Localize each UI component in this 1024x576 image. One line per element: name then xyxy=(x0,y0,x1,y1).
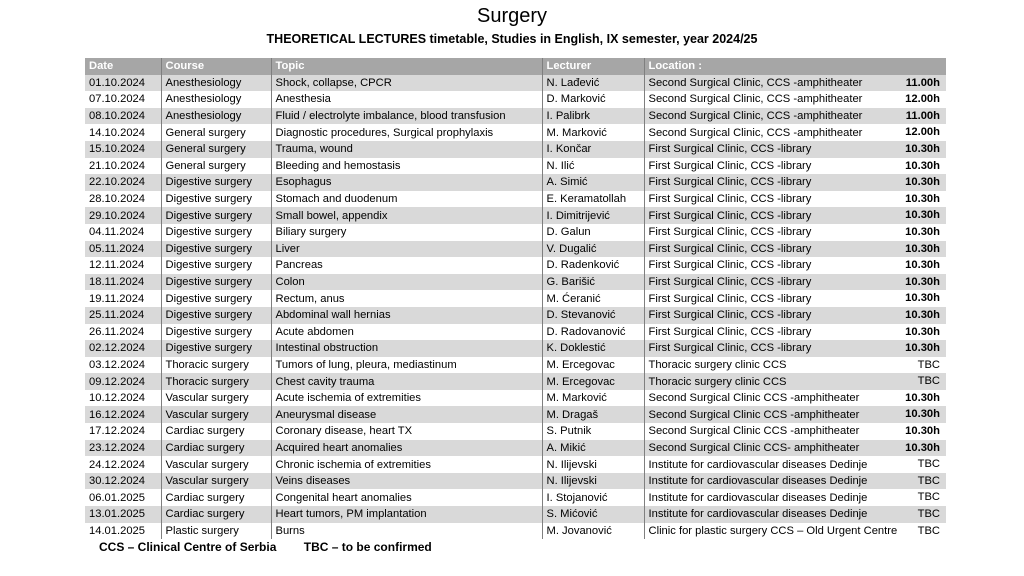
cell-topic: Intestinal obstruction xyxy=(271,340,542,357)
cell-course: Digestive surgery xyxy=(161,174,271,191)
lecture-time: 10.30h xyxy=(905,159,940,172)
location-text: First Surgical Clinic, CCS -library xyxy=(648,176,812,189)
lecture-time: 10.30h xyxy=(905,192,940,205)
cell-date: 10.12.2024 xyxy=(85,390,161,407)
cell-date: 21.10.2024 xyxy=(85,158,161,175)
cell-topic: Trauma, wound xyxy=(271,141,542,158)
cell-course: Digestive surgery xyxy=(161,257,271,274)
table-row xyxy=(85,456,946,473)
cell-lecturer: N. Lađević xyxy=(542,75,644,92)
location-text: First Surgical Clinic, CCS -library xyxy=(648,193,812,206)
cell-lecturer: D. Marković xyxy=(542,91,644,108)
cell-lecturer: D. Galun xyxy=(542,224,644,241)
cell-topic: Diagnostic procedures, Surgical prophylaxis xyxy=(271,124,542,141)
cell-location xyxy=(644,174,946,191)
lecture-time: 10.30h xyxy=(905,176,940,189)
cell-course: Anesthesiology xyxy=(161,75,271,92)
location-text: First Surgical Clinic, CCS -library xyxy=(648,143,812,156)
cell-topic: Acute abdomen xyxy=(271,324,542,341)
lecture-time: TBC xyxy=(917,458,940,471)
cell-topic: Fluid / electrolyte imbalance, blood transfusion xyxy=(271,108,542,125)
cell-lecturer: N. Ilić xyxy=(542,158,644,175)
cell-location xyxy=(644,191,946,208)
table-row xyxy=(85,473,946,490)
table-body xyxy=(85,75,946,540)
location-text: Second Surgical Clinic, CCS -amphitheater xyxy=(648,126,863,139)
table-row xyxy=(85,141,946,158)
cell-date: 19.11.2024 xyxy=(85,290,161,307)
cell-lecturer: S. Mićović xyxy=(542,506,644,523)
cell-topic: Congenital heart anomalies xyxy=(271,489,542,506)
cell-topic: Bleeding and hemostasis xyxy=(271,158,542,175)
lecture-time: TBC xyxy=(917,474,940,487)
lecture-time: TBC xyxy=(917,508,940,521)
cell-topic: Tumors of lung, pleura, mediastinum xyxy=(271,357,542,374)
lecture-time: 10.30h xyxy=(905,325,940,338)
column-header-course: Course xyxy=(161,58,271,75)
cell-date: 18.11.2024 xyxy=(85,274,161,291)
cell-date: 24.12.2024 xyxy=(85,456,161,473)
cell-date: 13.01.2025 xyxy=(85,506,161,523)
cell-location xyxy=(644,124,946,141)
cell-course: Anesthesiology xyxy=(161,108,271,125)
cell-date: 07.10.2024 xyxy=(85,91,161,108)
location-text: First Surgical Clinic, CCS -library xyxy=(648,159,812,172)
cell-location xyxy=(644,390,946,407)
cell-date: 25.11.2024 xyxy=(85,307,161,324)
cell-course: Digestive surgery xyxy=(161,340,271,357)
cell-date: 30.12.2024 xyxy=(85,473,161,490)
cell-location xyxy=(644,324,946,341)
cell-course: Cardiac surgery xyxy=(161,489,271,506)
cell-course: Digestive surgery xyxy=(161,324,271,341)
cell-date: 09.12.2024 xyxy=(85,373,161,390)
lecture-time: TBC xyxy=(917,491,940,504)
cell-date: 28.10.2024 xyxy=(85,191,161,208)
cell-lecturer: I. Končar xyxy=(542,141,644,158)
cell-course: General surgery xyxy=(161,124,271,141)
location-text: Second Surgical Clinic CCS- amphitheater xyxy=(648,441,860,454)
lecture-time: TBC xyxy=(917,375,940,388)
table-row xyxy=(85,124,946,141)
lecture-time: 10.30h xyxy=(905,308,940,321)
column-header-location: Location : xyxy=(648,60,702,73)
cell-course: Digestive surgery xyxy=(161,241,271,258)
cell-location xyxy=(644,473,946,490)
cell-lecturer: M. Jovanović xyxy=(542,523,644,540)
location-text: Institute for cardiovascular diseases Dedinje xyxy=(648,458,868,471)
cell-location xyxy=(644,440,946,457)
table-row xyxy=(85,274,946,291)
cell-location xyxy=(644,423,946,440)
cell-date: 14.01.2025 xyxy=(85,523,161,540)
cell-course: Thoracic surgery xyxy=(161,357,271,374)
cell-lecturer: I. Palibrk xyxy=(542,108,644,125)
cell-lecturer: N. Ilijevski xyxy=(542,473,644,490)
cell-topic: Chronic ischemia of extremities xyxy=(271,456,542,473)
location-text: First Surgical Clinic, CCS -library xyxy=(648,226,812,239)
cell-lecturer: E. Keramatollah xyxy=(542,191,644,208)
table-row xyxy=(85,506,946,523)
cell-course: Vascular surgery xyxy=(161,406,271,423)
location-text: Clinic for plastic surgery CCS – Old Urgent Centre xyxy=(648,524,898,537)
location-text: First Surgical Clinic, CCS -library xyxy=(648,242,812,255)
table-row xyxy=(85,224,946,241)
cell-location xyxy=(644,141,946,158)
location-text: Second Surgical Clinic, CCS -amphitheater xyxy=(648,93,863,106)
column-header-topic: Topic xyxy=(271,58,542,75)
cell-lecturer: D. Stevanović xyxy=(542,307,644,324)
table-row xyxy=(85,290,946,307)
cell-date: 15.10.2024 xyxy=(85,141,161,158)
cell-location xyxy=(644,506,946,523)
lecture-time: TBC xyxy=(917,524,940,537)
cell-date: 12.11.2024 xyxy=(85,257,161,274)
cell-lecturer: D. Radenković xyxy=(542,257,644,274)
table-row xyxy=(85,406,946,423)
lecture-time: 11.00h xyxy=(905,76,940,89)
cell-location xyxy=(644,456,946,473)
cell-topic: Small bowel, appendix xyxy=(271,207,542,224)
cell-lecturer: D. Radovanović xyxy=(542,324,644,341)
table-row xyxy=(85,75,946,92)
location-text: Thoracic surgery clinic CCS xyxy=(648,375,787,388)
lecture-time: 10.30h xyxy=(905,342,940,355)
cell-location xyxy=(644,357,946,374)
table-header-row xyxy=(85,58,946,75)
location-text: Second Surgical Clinic CCS -amphitheater xyxy=(648,408,860,421)
location-text: Second Surgical Clinic, CCS -amphitheater xyxy=(648,76,863,89)
cell-topic: Abdominal wall hernias xyxy=(271,307,542,324)
lecture-time: 10.30h xyxy=(905,225,940,238)
lecture-time: 10.30h xyxy=(905,425,940,438)
cell-lecturer: I. Dimitrijević xyxy=(542,207,644,224)
location-text: Second Surgical Clinic, CCS -amphitheater xyxy=(648,110,863,123)
cell-topic: Pancreas xyxy=(271,257,542,274)
cell-location xyxy=(644,224,946,241)
cell-location xyxy=(644,75,946,92)
location-text: Second Surgical Clinic CCS -amphitheater xyxy=(648,425,860,438)
cell-course: Digestive surgery xyxy=(161,224,271,241)
cell-location xyxy=(644,207,946,224)
lecture-time: 11.00h xyxy=(905,109,940,122)
cell-date: 02.12.2024 xyxy=(85,340,161,357)
lecture-time: 10.30h xyxy=(905,142,940,155)
cell-topic: Colon xyxy=(271,274,542,291)
table-row xyxy=(85,340,946,357)
legend-tbc: TBC – to be confirmed xyxy=(303,540,432,554)
table-row xyxy=(85,324,946,341)
cell-date: 22.10.2024 xyxy=(85,174,161,191)
table-row xyxy=(85,241,946,258)
table-row xyxy=(85,91,946,108)
lectures-table xyxy=(85,58,946,539)
page-title: Surgery xyxy=(476,5,548,27)
table-row xyxy=(85,373,946,390)
cell-location xyxy=(644,489,946,506)
cell-topic: Shock, collapse, CPCR xyxy=(271,75,542,92)
location-text: Institute for cardiovascular diseases Dedinje xyxy=(648,491,868,504)
cell-lecturer: N. Ilijevski xyxy=(542,456,644,473)
lecture-time: 10.30h xyxy=(905,441,940,454)
table-row xyxy=(85,207,946,224)
table-row xyxy=(85,440,946,457)
cell-course: Cardiac surgery xyxy=(161,506,271,523)
cell-course: Digestive surgery xyxy=(161,307,271,324)
cell-date: 06.01.2025 xyxy=(85,489,161,506)
location-text: First Surgical Clinic, CCS -library xyxy=(648,276,812,289)
cell-date: 17.12.2024 xyxy=(85,423,161,440)
cell-date: 03.12.2024 xyxy=(85,357,161,374)
cell-topic: Biliary surgery xyxy=(271,224,542,241)
cell-date: 23.12.2024 xyxy=(85,440,161,457)
location-text: First Surgical Clinic, CCS -library xyxy=(648,309,812,322)
table-row xyxy=(85,390,946,407)
lecture-time: 12.00h xyxy=(905,93,940,106)
location-text: First Surgical Clinic, CCS -library xyxy=(648,325,812,338)
cell-date: 05.11.2024 xyxy=(85,241,161,258)
cell-course: Anesthesiology xyxy=(161,91,271,108)
cell-course: Vascular surgery xyxy=(161,390,271,407)
cell-date: 16.12.2024 xyxy=(85,406,161,423)
column-header-date: Date xyxy=(85,58,161,75)
cell-course: Cardiac surgery xyxy=(161,423,271,440)
lecture-time: 10.30h xyxy=(905,408,940,421)
cell-course: Cardiac surgery xyxy=(161,440,271,457)
lecture-time: TBC xyxy=(917,358,940,371)
lecture-time: 10.30h xyxy=(905,209,940,222)
lecture-time: 10.30h xyxy=(905,391,940,404)
cell-topic: Burns xyxy=(271,523,542,540)
legend-ccs: CCS – Clinical Centre of Serbia xyxy=(99,540,277,554)
cell-topic: Heart tumors, PM implantation xyxy=(271,506,542,523)
cell-course: Vascular surgery xyxy=(161,456,271,473)
cell-lecturer: M. Marković xyxy=(542,390,644,407)
location-text: First Surgical Clinic, CCS -library xyxy=(648,292,812,305)
cell-topic: Stomach and duodenum xyxy=(271,191,542,208)
cell-course: General surgery xyxy=(161,158,271,175)
cell-topic: Acute ischemia of extremities xyxy=(271,390,542,407)
cell-topic: Anesthesia xyxy=(271,91,542,108)
cell-lecturer: M. Ercegovac xyxy=(542,357,644,374)
location-text: First Surgical Clinic, CCS -library xyxy=(648,259,812,272)
cell-topic: Veins diseases xyxy=(271,473,542,490)
cell-topic: Aneurysmal disease xyxy=(271,406,542,423)
cell-course: General surgery xyxy=(161,141,271,158)
cell-location xyxy=(644,307,946,324)
cell-lecturer: M. Ćeranić xyxy=(542,290,644,307)
lecture-time: 10.30h xyxy=(905,275,940,288)
column-header-lecturer: Lecturer xyxy=(542,58,644,75)
cell-location xyxy=(644,158,946,175)
cell-location xyxy=(644,523,946,540)
table-row xyxy=(85,191,946,208)
cell-date: 04.11.2024 xyxy=(85,224,161,241)
cell-location xyxy=(644,340,946,357)
cell-course: Digestive surgery xyxy=(161,274,271,291)
cell-date: 26.11.2024 xyxy=(85,324,161,341)
table-row xyxy=(85,357,946,374)
cell-lecturer: M. Marković xyxy=(542,124,644,141)
cell-topic: Coronary disease, heart TX xyxy=(271,423,542,440)
cell-lecturer: K. Doklestić xyxy=(542,340,644,357)
cell-lecturer: M. Dragaš xyxy=(542,406,644,423)
table-row xyxy=(85,307,946,324)
cell-topic: Esophagus xyxy=(271,174,542,191)
location-text: Thoracic surgery clinic CCS xyxy=(648,358,787,371)
cell-location xyxy=(644,257,946,274)
cell-location xyxy=(644,241,946,258)
cell-lecturer: A. Mikić xyxy=(542,440,644,457)
lecture-time: 10.30h xyxy=(905,242,940,255)
table-row xyxy=(85,423,946,440)
cell-lecturer: I. Stojanović xyxy=(542,489,644,506)
legend xyxy=(99,540,456,554)
location-text: Institute for cardiovascular diseases Dedinje xyxy=(648,475,868,488)
cell-course: Vascular surgery xyxy=(161,473,271,490)
cell-location xyxy=(644,406,946,423)
table-row xyxy=(85,523,946,540)
cell-lecturer: G. Barišić xyxy=(542,274,644,291)
location-text: Institute for cardiovascular diseases Dedinje xyxy=(648,508,868,521)
cell-course: Digestive surgery xyxy=(161,191,271,208)
table-row xyxy=(85,158,946,175)
table-row xyxy=(85,108,946,125)
cell-topic: Liver xyxy=(271,241,542,258)
cell-location xyxy=(644,290,946,307)
location-text: Second Surgical Clinic CCS -amphitheater xyxy=(648,392,860,405)
cell-course: Digestive surgery xyxy=(161,207,271,224)
location-text: First Surgical Clinic, CCS -library xyxy=(648,342,812,355)
lecture-time: 10.30h xyxy=(905,292,940,305)
cell-location xyxy=(644,91,946,108)
lecture-time: 12.00h xyxy=(905,126,940,139)
cell-location xyxy=(644,373,946,390)
cell-course: Digestive surgery xyxy=(161,290,271,307)
cell-lecturer: S. Putnik xyxy=(542,423,644,440)
cell-date: 14.10.2024 xyxy=(85,124,161,141)
cell-topic: Rectum, anus xyxy=(271,290,542,307)
lecture-time: 10.30h xyxy=(905,259,940,272)
cell-lecturer: M. Ercegovac xyxy=(542,373,644,390)
cell-date: 29.10.2024 xyxy=(85,207,161,224)
cell-location xyxy=(644,274,946,291)
cell-lecturer: V. Dugalić xyxy=(542,241,644,258)
page-subtitle: THEORETICAL LECTURES timetable, Studies in English, IX semester, year 2024/25 xyxy=(266,32,758,46)
table-row xyxy=(85,174,946,191)
cell-lecturer: A. Simić xyxy=(542,174,644,191)
cell-course: Plastic surgery xyxy=(161,523,271,540)
cell-date: 08.10.2024 xyxy=(85,108,161,125)
cell-topic: Acquired heart anomalies xyxy=(271,440,542,457)
cell-location xyxy=(644,108,946,125)
cell-date: 01.10.2024 xyxy=(85,75,161,92)
location-text: First Surgical Clinic, CCS -library xyxy=(648,209,812,222)
table-row xyxy=(85,257,946,274)
cell-course: Thoracic surgery xyxy=(161,373,271,390)
cell-topic: Chest cavity trauma xyxy=(271,373,542,390)
table-row xyxy=(85,489,946,506)
